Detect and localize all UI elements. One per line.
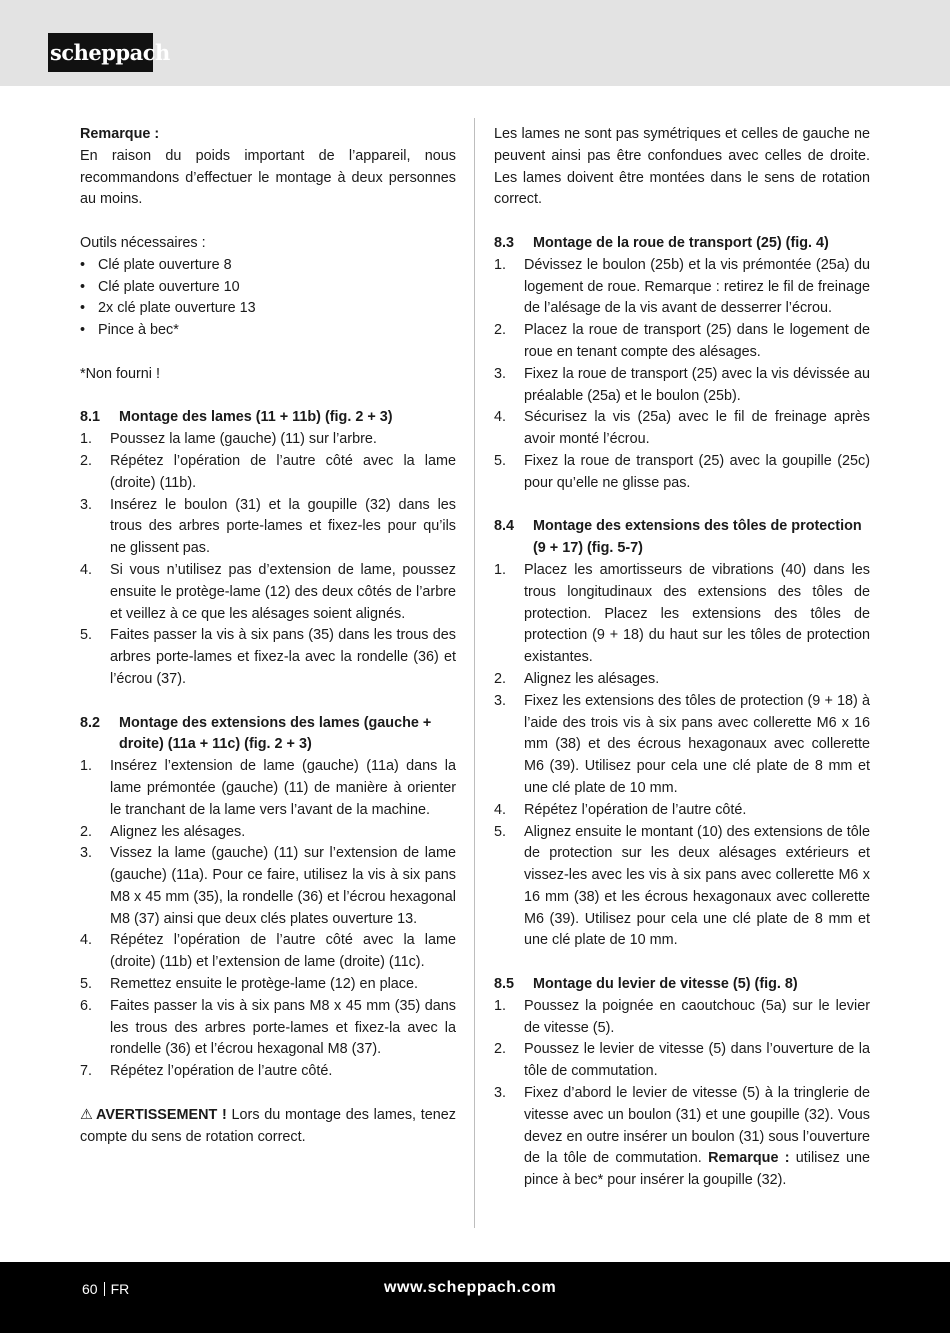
section-heading-8-1 — [80, 407, 456, 429]
list-item: 1. Poussez la poignée en caoutchouc (5a) sur le levier de vitesse (5). — [494, 997, 870, 1036]
list-item: 2. Répétez l’opération de l’autre côté avec la lame (droite) (11b). — [80, 452, 456, 491]
section-title: Montage de la roue de transport (25) (fig. 4) — [533, 234, 829, 251]
section-heading-8-3 — [494, 233, 870, 255]
list-item: 1. Poussez la lame (gauche) (11) sur l’arbre. — [80, 431, 377, 448]
list-item: 3. Insérez le boulon (31) et la goupille (32) dans les trous des arbres porte-lames et fixez-les pour qu’ils ne glissent pas. — [80, 496, 456, 557]
remark-label: Remarque : — [80, 126, 160, 142]
column-divider — [474, 118, 475, 1228]
tools-list — [80, 255, 456, 342]
section-number: 8.5 — [494, 976, 515, 993]
steps-8-3 — [494, 255, 870, 495]
section-title: Montage du levier de vitesse (5) (fig. 8) — [533, 976, 798, 993]
list-item: 3. Fixez les extensions des tôles de protection (9 + 18) à l’aide des trois vis à six pans avec collerette M6 x 16 mm (38) et des écrous hexagonaux avec collerette M6 (39). Utilisez pour cela une clé plate de 8 mm et une clé plate de 10 mm. — [494, 692, 870, 796]
list-item: 1. Placez les amortisseurs de vibrations (40) dans les trous longitudinaux des extensions des tôles de protection. Placez les extensions des tôles de protection (9 + 18) du haut sur les tôles de protection existantes. — [494, 561, 870, 666]
steps-8-2 — [80, 756, 456, 1083]
list-item: 7. Répétez l’opération de l’autre côté. — [80, 1063, 333, 1080]
page-number: 60 FR — [82, 1281, 130, 1297]
scheppach-logo: scheppach — [48, 33, 153, 72]
steps-8-5 — [494, 996, 870, 1192]
left-column — [80, 124, 456, 1148]
list-item: 2. Placez la roue de transport (25) dans le logement de roue en tenant compte des alésages. — [494, 322, 870, 360]
section-number: 8.4 — [494, 518, 515, 535]
list-item: 5. Faites passer la vis à six pans (35) dans les trous des arbres porte-lames et fixez-la avec la rondelle (36) et l’écrou (37). — [80, 627, 456, 687]
intro-paragraph: Les lames ne sont pas symétriques et celles de gauche ne peuvent ainsi pas être confondues avec celles de droite. Les lames doivent être montées dans le sens de rotation correct. — [494, 126, 870, 208]
warning-paragraph — [80, 1105, 456, 1149]
list-item: 4. Répétez l’opération de l’autre côté avec la lame (droite) (11b) et l’extension de lame (droite) (11c). — [80, 932, 456, 971]
warning-label: AVERTISSEMENT ! — [96, 1106, 227, 1123]
list-item: • Clé plate ouverture 8 — [80, 255, 456, 277]
list-item: • Pince à bec* — [80, 320, 456, 342]
section-title: Montage des lames (11 + 11b) (fig. 2 + 3) — [119, 409, 393, 426]
list-item: • 2x clé plate ouverture 13 — [80, 298, 456, 320]
section-heading-8-4 — [494, 516, 870, 560]
section-title: Montage des extensions des tôles de protection (9 + 17) (fig. 5-7) — [533, 518, 862, 557]
section-heading-8-2 — [80, 713, 456, 757]
remark-text: utilisez une pince à bec* pour insérer la goupille (32). — [524, 1150, 871, 1189]
section-number: 8.1 — [80, 409, 101, 426]
list-item: 6. Faites passer la vis à six pans M8 x 45 mm (35) dans les trous des arbres porte-lames et fixez-la avec la rondelle (36) et l’écrou hexagonal M8 (37). — [80, 997, 456, 1058]
list-item: 3. Fixez la roue de transport (25) avec la vis dévissée au préalable (25a) et le boulon (25b). — [494, 365, 870, 404]
language-code: FR — [110, 1281, 130, 1297]
tools-title: Outils nécessaires : — [80, 234, 206, 251]
list-item: 3. Fixez d’abord le levier de vitesse (5) à la tringlerie de vitesse avec un boulon (31) et une goupille (32). Vous devez en outre insérer un boulon (31) sous l’ouverture de la tôle de commutation. Remarque : utilisez une pince à bec* pour insérer la goupille (32). — [494, 1085, 871, 1189]
list-item: 1. Dévissez le boulon (25b) et la vis prémontée (25a) du logement de roue. Remarque : retirez le fil de freinage de l’alésage de la vis avant de desserrer l’écrou. — [494, 256, 870, 317]
list-item: 2. Alignez les alésages. — [80, 823, 246, 840]
steps-8-1 — [80, 429, 456, 691]
section-heading-8-5 — [494, 974, 870, 996]
remark-text: En raison du poids important de l’appareil, nous recommandons d’effectuer le montage à deux personnes au moins. — [80, 147, 456, 208]
list-item: 1. Insérez l’extension de lame (gauche) (11a) dans la lame prémontée (gauche) (11) de manière à orienter le tranchant de la lame vers l’avant de la machine. — [80, 758, 456, 818]
website-link[interactable]: www.scheppach.com — [384, 1279, 557, 1296]
page-header — [0, 0, 950, 86]
list-item: 2. Poussez le levier de vitesse (5) dans l’ouverture de la tôle de commutation. — [494, 1041, 870, 1080]
list-item: 4. Répétez l’opération de l’autre côté. — [494, 801, 747, 818]
right-column — [494, 124, 870, 1192]
list-item: • Clé plate ouverture 10 — [80, 277, 456, 299]
remark-label: Remarque : — [708, 1150, 790, 1167]
steps-8-4 — [494, 560, 870, 952]
list-item: 4. Sécurisez la vis (25a) avec le fil de freinage après avoir monté l’écrou. — [494, 409, 870, 448]
list-item: 4. Si vous n’utilisez pas d’extension de lame, poussez ensuite le protège-lame (12) des deux côtés de l’arbre et veillez à ce que les alésages soient alignés. — [80, 561, 456, 622]
list-item: 5. Remettez ensuite le protège-lame (12) en place. — [80, 976, 418, 993]
list-item: 2. Alignez les alésages. — [494, 670, 660, 687]
section-number: 8.2 — [80, 714, 101, 731]
not-supplied-note: *Non fourni ! — [80, 365, 160, 382]
warning-text: Lors du montage des lames, tenez compte du sens de rotation correct. — [80, 1106, 456, 1145]
warning-triangle-icon: ⚠ — [80, 1106, 93, 1123]
section-title: Montage des extensions des lames (gauche + droite) (11a + 11c) (fig. 2 + 3) — [119, 714, 432, 753]
list-item: 5. Alignez ensuite le montant (10) des extensions de tôle de protection sur les deux alésages extérieurs et vissez-les avec les vis à six pans avec collerette M6 x 16 mm (38) et les écrous hexagonaux avec collerette M6 (39). Utilisez pour cela une clé plate de 8 mm et une clé plate de 10 mm. — [494, 823, 870, 949]
list-item: 3. Vissez la lame (gauche) (11) sur l’extension de lame (gauche) (11a). Pour ce faire, utilisez la vis à six pans M8 x 45 mm (35), la rondelle (36) et l’écrou hexagonal M8 (37) ainsi que deux clés plates ouverture 13. — [80, 845, 456, 927]
list-item: 5. Fixez la roue de transport (25) avec la goupille (25c) pour qu’elle ne glisse pas. — [494, 452, 870, 491]
section-number: 8.3 — [494, 234, 515, 251]
page-footer — [0, 1262, 950, 1333]
